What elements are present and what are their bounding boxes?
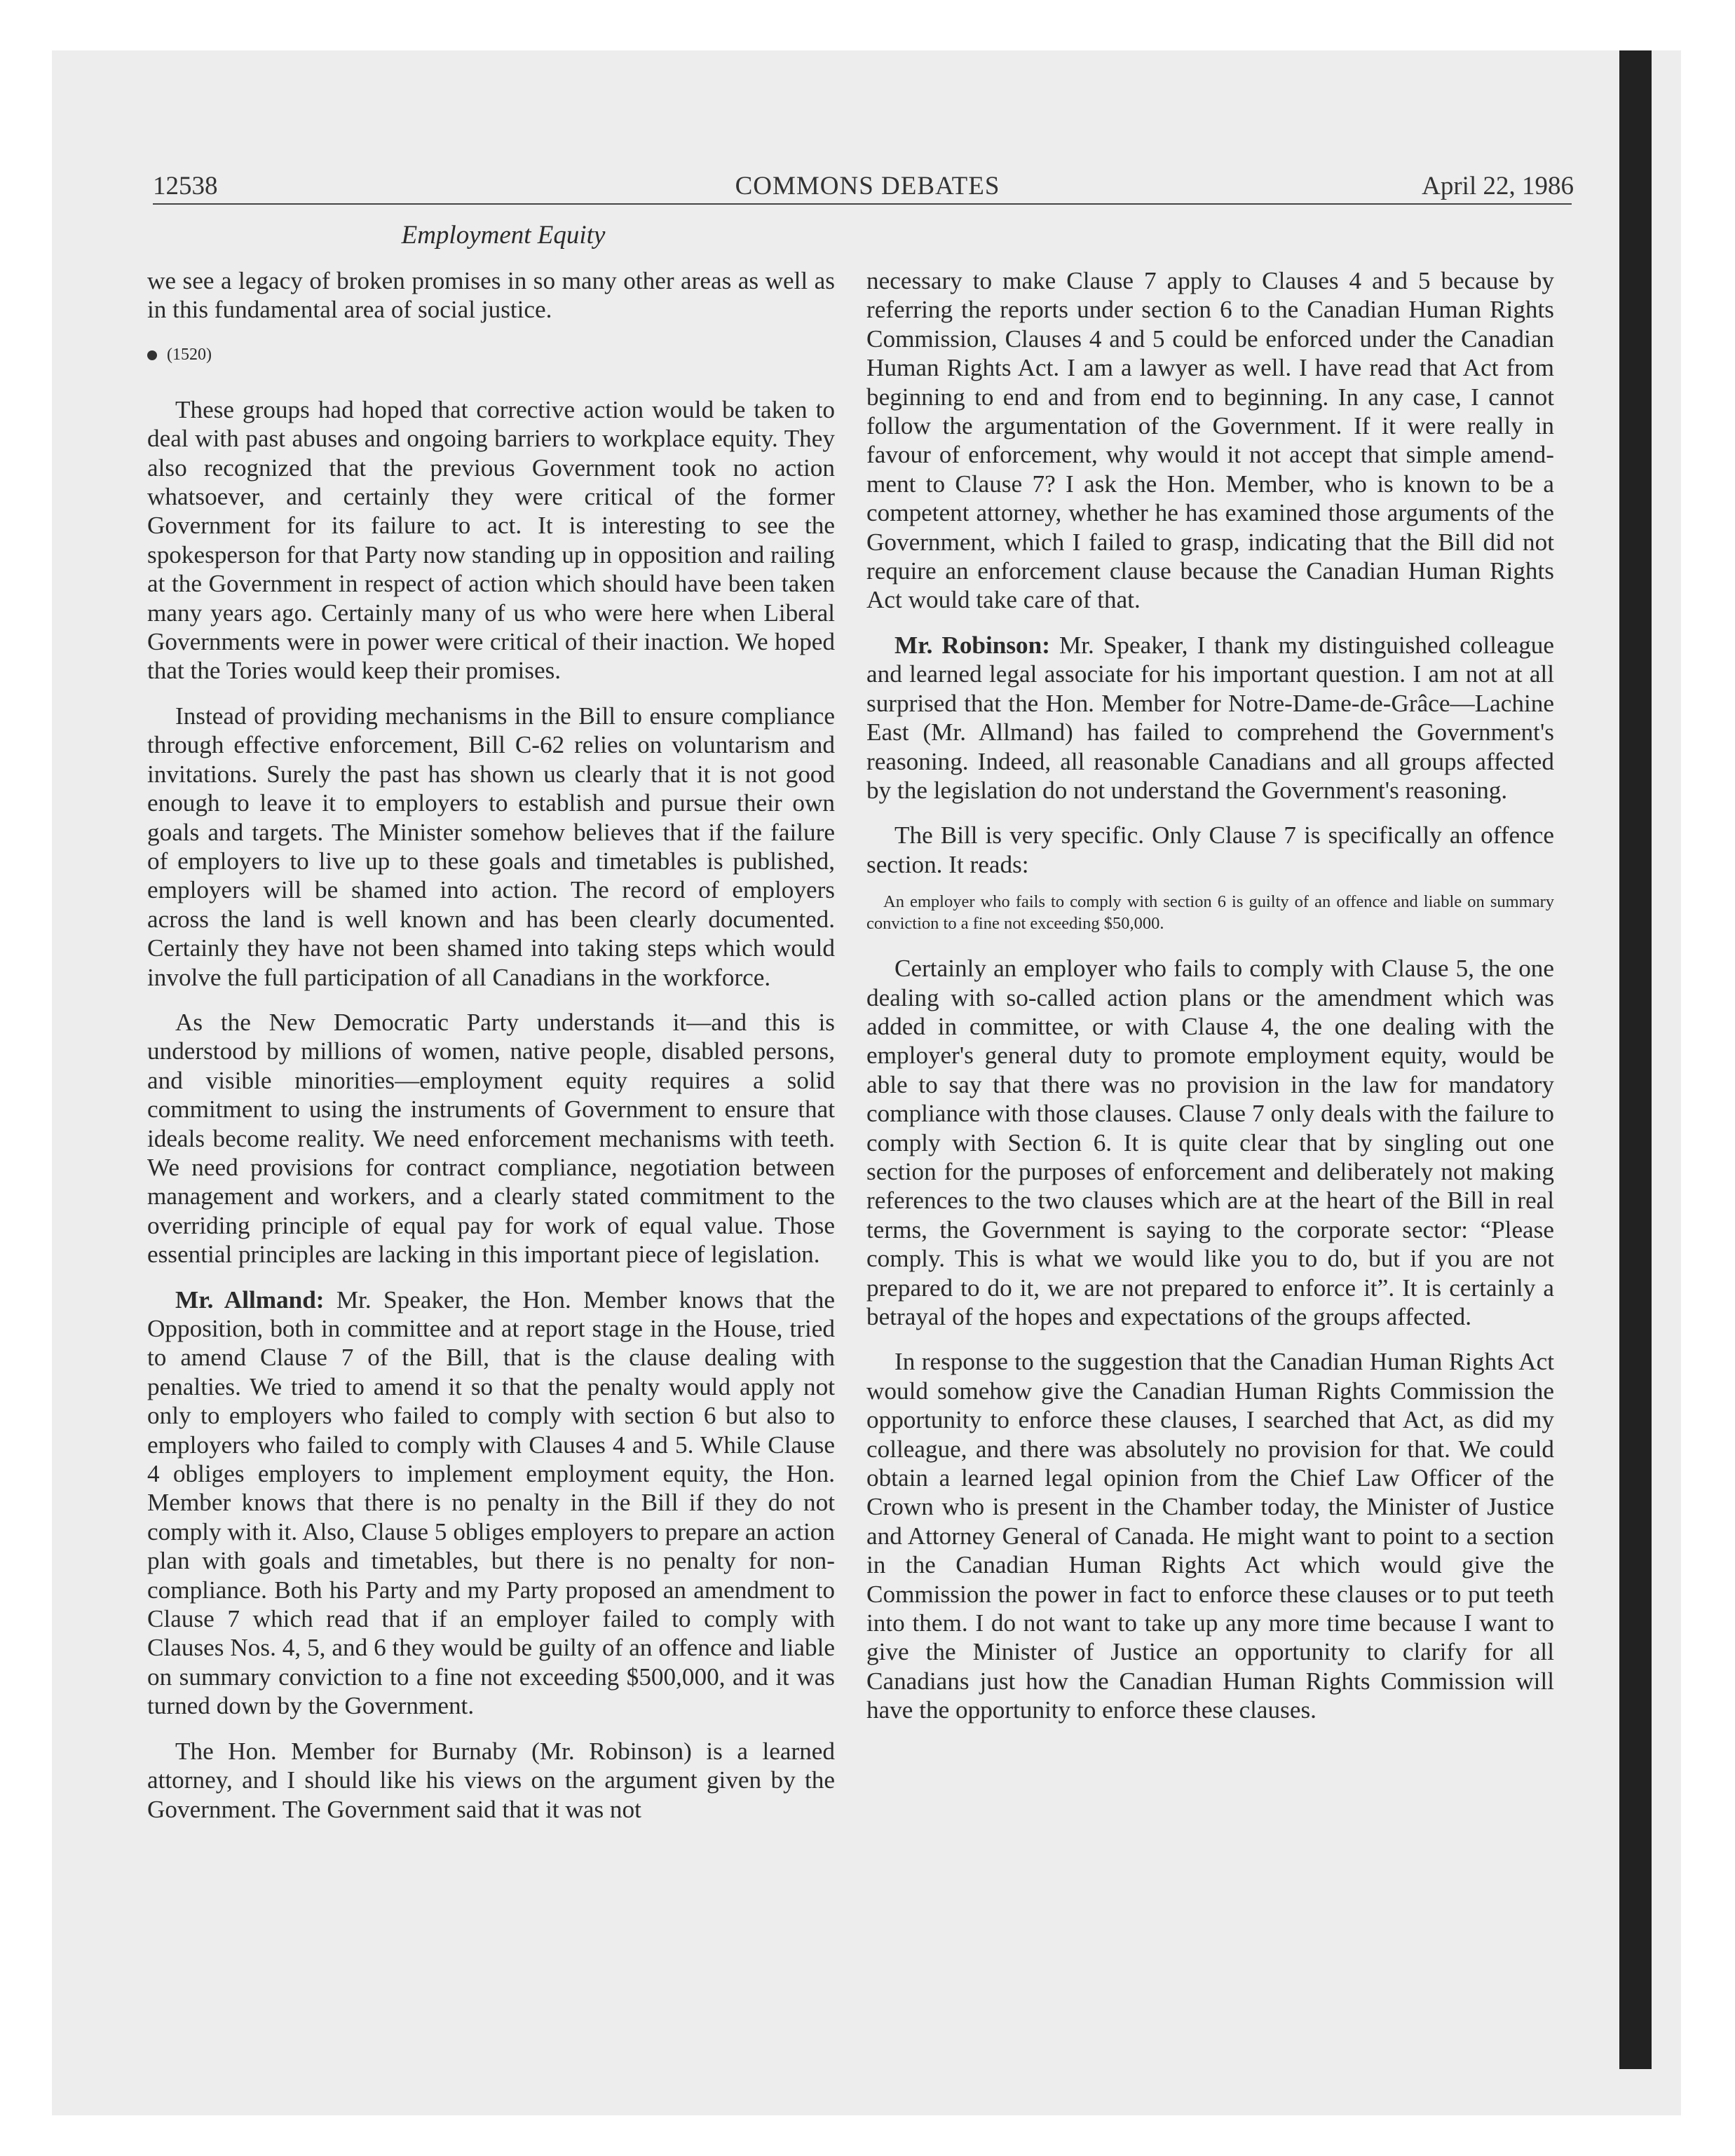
- scan-edge-shadow: [1619, 50, 1652, 2069]
- time-marker: [147, 341, 835, 369]
- section-heading: Employment Equity: [401, 221, 606, 250]
- speech-text: Mr. Speaker, the Hon. Member knows that the Opposition, both in committee and at report stage in the House, tried to amend Clause 7 of the Bill, that is the clause dealing with penalties. We tried to amend it so that the penalty would apply not only to employers who failed to comply with section 6 but also to employers who failed to comply with Clauses 4 and 5. While Clause 4 obliges employers to implement employment equity, the Hon. Member knows that there is no penalty in the Bill if they do not comply with it. Also, Clause 5 obliges employers to prepare an action plan with goals and timetables, but there is no penalty for non-compliance. Both his Party and my Party proposed an amendment to Clause 7 which read that if an employer failed to comply with Clauses Nos. 4, 5, and 6 they would be guilty of an offence and liable on summary conviction to a fine not exceeding $500,000, and it was turned down by the Government.: [147, 1285, 835, 1720]
- paragraph: The Bill is very specific. Only Clause 7 is specifically an offence section. It reads:: [866, 821, 1554, 878]
- paragraph: These groups had hoped that corrective action would be taken to deal with past abuses and ongoing barriers to workplace equity. They also recognized that the previous Government took no action whatsoever, and certainly they were critical of the former Government for its failure to act. It is interesting to see the spokesperson for that Party now standing up in opposition and railing at the Government in respect of action which should have been taken many years ago. Certainly many of us who were here when Liberal Governments were in power were critical of their inaction. We hoped that the Tories would keep their promises.: [147, 395, 835, 685]
- speech-paragraph: [866, 631, 1554, 805]
- page-number: 12538: [153, 172, 218, 200]
- header-rule: [153, 203, 1572, 205]
- speaker-name: Mr. Robinson:: [894, 631, 1050, 659]
- left-column: [147, 266, 835, 1840]
- speech-paragraph: [147, 1285, 835, 1721]
- page-date: April 22, 1986: [1422, 172, 1574, 200]
- paragraph: Certainly an employer who fails to comply with Clause 5, the one dealing with so-called action plans or the amendment which was added in committee, or with Clause 4, the one dealing with the employer's general duty to promote employment equity, would be able to say that there was no provision in the law for mandatory compliance with those clauses. Clause 7 only deals with the failure to comply with Section 6. It is quite clear that by singling out one section for the purposes of enforcement and deliberately not making references to the two clauses which are at the heart of the Bill in real terms, the Government is saying to the corporate sector: “Please comply. This is what we would like you to do, but if you are not prepared to do it, we are not prepared to enforce it”. It is certainly a betrayal of the hopes and expectations of the groups affected.: [866, 955, 1554, 1330]
- time-marker-label: (1520): [167, 345, 212, 364]
- paragraph: The Hon. Member for Burnaby (Mr. Robinson) is a learned attorney, and I should like his views on the argument given by the Government. The Government said that it was not: [147, 1737, 835, 1823]
- block-quote: An employer who fails to comply with section 6 is guilty of an offence and liable on summary conviction to a fine not exceeding $50,000.: [866, 892, 1554, 934]
- right-column: [866, 266, 1554, 1741]
- bullet-icon: [147, 350, 157, 360]
- paragraph: As the New Democratic Party understands it—and this is understood by millions of women, native people, disabled persons, and visible minorities—employment equity requires a solid commitment to using the instruments of Government to ensure that ideals become reality. We need enforcement mechanisms with teeth. We need provisions for contract compliance, negotiation between management and workers, and a clearly stated commitment to the overriding principle of equal pay for work of equal value. Those essential principles are lacking in this important piece of legislation.: [147, 1008, 835, 1269]
- speaker-name: Mr. Allmand:: [175, 1285, 325, 1314]
- paragraph: Instead of providing mechanisms in the Bill to ensure compliance through effective enforcement, Bill C-62 relies on voluntarism and invitations. Surely the past has shown us clearly that it is not good enough to leave it to employers to establish and pursue their own goals and targets. The Minister somehow believes that if the failure of employers to live up to these goals and timetables is published, employers will be shamed into action. The record of employers across the land is well known and has been clearly documented. Certainly they have not been shamed into taking steps which would involve the full participation of all Canadians in the workforce.: [147, 702, 835, 991]
- publication-title: COMMONS DEBATES: [735, 172, 1000, 200]
- paragraph: In response to the suggestion that the Canadian Human Rights Act would somehow give the Canadian Human Rights Commission the opportunity to enforce these clauses, I searched that Act, as did my colleague, and there was absolutely no provision for that. We could obtain a learned legal opinion from the Chief Law Officer of the Crown who is present in the Chamber today, the Minister of Justice and Attorney General of Canada. He might want to point to a section in the Canadian Human Rights Act which would give the Commission the power in fact to enforce these clauses or to put teeth into them. I do not want to take up any more time because I want to give the Minister of Justice an opportunity to clarify for all Canadians just how the Canadian Human Rights Commission will have the opportunity to enforce these clauses.: [866, 1348, 1554, 1724]
- speech-text: Mr. Speaker, I thank my distinguished colleague and learned legal associate for his important question. I am not at all surprised that the Hon. Member for Notre-Dame-de-Grâce—Lachine East (Mr. Allmand) has failed to comprehend the Government's reasoning. Indeed, all reasonable Canadians and all groups affected by the legislation do not understand the Government's reasoning.: [866, 631, 1554, 804]
- paragraph: we see a legacy of broken promises in so many other areas as well as in this fundamental area of social justice.: [147, 267, 835, 324]
- paragraph: necessary to make Clause 7 apply to Clauses 4 and 5 because by referring the reports under section 6 to the Canadian Human Rights Commission, Clauses 4 and 5 could be enforced under the Canadian Human Rights Act. I am a lawyer as well. I have read that Act from beginning to end and from end to beginning. In any case, I cannot follow the argumentation of the Government. If it were really in favour of enforcement, why would it not accept that simple amendment to Clause 7? I ask the Hon. Member, who is known to be a competent attorney, whether he has examined those arguments of the Government, which I failed to grasp, indicating that the Bill did not require an enforcement clause because the Canadian Human Rights Act would take care of that.: [866, 267, 1554, 614]
